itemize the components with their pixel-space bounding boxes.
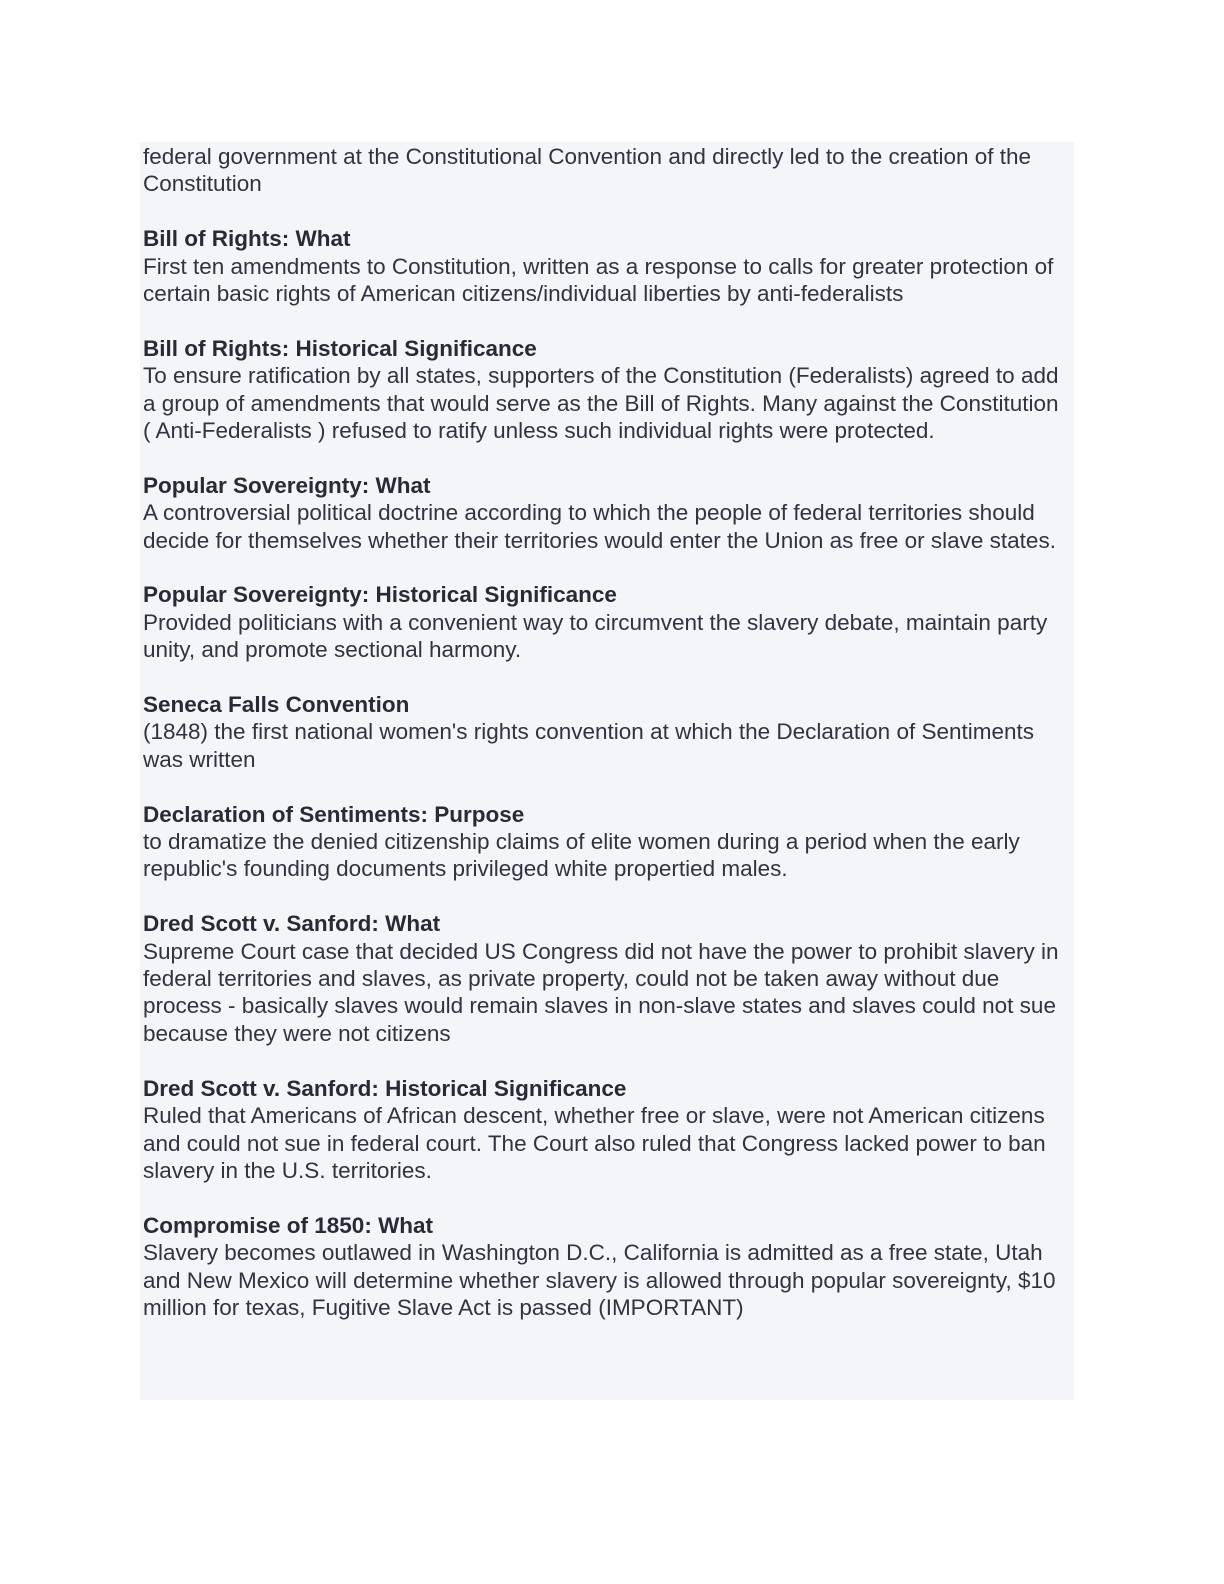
entry-definition: First ten amendments to Constitution, written as a response to calls for greater protection of certain basic rights of American citizens/individual liberties by anti-federalists bbox=[143, 253, 1054, 307]
entry-dred-scott-what bbox=[143, 910, 1070, 1047]
entry-definition: to dramatize the denied citizenship claims of elite women during a period when the early republic's founding documents privileged white propertied males. bbox=[143, 829, 1020, 882]
entry-term: Seneca Falls Convention bbox=[143, 692, 410, 718]
entry-term: Compromise of 1850: What bbox=[143, 1212, 434, 1238]
entry-term: Dred Scott v. Sanford: What bbox=[143, 911, 441, 937]
entry-definition: A controversial political doctrine according to which the people of federal territories should decide for themselves whether their territories would enter the Union as free or slave states. bbox=[143, 500, 1056, 553]
entry-definition: Ruled that Americans of African descent, whether free or slave, were not American citizens and could not sue in federal court. The Court also ruled that Congress lacked power to ban slavery in the U.S. territories. bbox=[143, 1103, 1046, 1183]
entry-term: Popular Sovereignty: Historical Significance bbox=[143, 582, 617, 608]
entry-term: Bill of Rights: What bbox=[143, 226, 351, 252]
entry-declaration-of-sentiments bbox=[143, 801, 1070, 883]
entry-compromise-of-1850 bbox=[143, 1212, 1070, 1322]
entry-definition: (1848) the first national women's rights convention at which the Declaration of Sentiments was written bbox=[143, 719, 1035, 772]
entry-dred-scott-significance bbox=[143, 1075, 1070, 1185]
entry-term: Bill of Rights: Historical Significance bbox=[143, 335, 537, 361]
entry-popular-sovereignty-what bbox=[143, 472, 1070, 554]
entry-term: Dred Scott v. Sanford: Historical Significance bbox=[143, 1075, 627, 1101]
entry-popular-sovereignty-significance bbox=[143, 581, 1070, 663]
entry-definition: Provided politicians with a convenient way to circumvent the slavery debate, maintain party unity, and promote sectional harmony. bbox=[143, 609, 1048, 663]
entry-definition: Slavery becomes outlawed in Washington D.C., California is admitted as a free state, Utah and New Mexico will determine whether slavery is allowed through popular sovereignty, $10 million for texas, Fugitive Slave Act is passed (IMPORTANT) bbox=[143, 1240, 1056, 1320]
entry-bill-of-rights-significance bbox=[143, 335, 1070, 445]
entry-term: Popular Sovereignty: What bbox=[143, 472, 431, 498]
entry-seneca-falls-convention bbox=[143, 691, 1070, 773]
entry-definition: Supreme Court case that decided US Congress did not have the power to prohibit slavery in federal territories and slaves, as private property, could not be taken away without due process - basically slaves would remain slaves in non-slave states and slaves could not sue because they were not citizens bbox=[143, 938, 1059, 1046]
flashcard-content bbox=[140, 142, 1074, 1400]
entry-term: Declaration of Sentiments: Purpose bbox=[143, 801, 525, 827]
continued-definition: federal government at the Constitutional Convention and directly led to the creation of the Constitution bbox=[143, 144, 1032, 197]
entry-bill-of-rights-what bbox=[143, 225, 1070, 307]
entry-definition: To ensure ratification by all states, supporters of the Constitution (Federalists) agreed to add a group of amendments that would serve as the Bill of Rights. Many against the Constitution ( Anti-Federalists ) refused to ratify unless such individual rights were protected. bbox=[143, 363, 1059, 444]
